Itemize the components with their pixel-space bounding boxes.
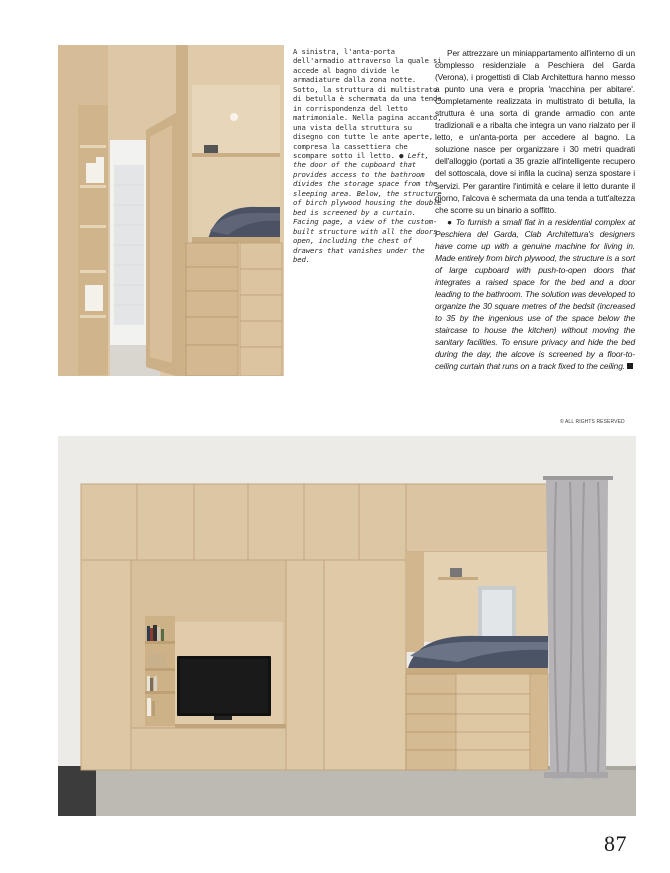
caption-italian: A sinistra, l'anta-porta dell'armadio attraverso la quale si accede al bagno divide le armadiature dalla zona notte. Sotto, la struttura di multistrato di betulla è schermata da una tenda in corrispondenza del letto matrimoniale. Nella pagina accanto, una vista della struttura su disegno con tutte le ante aperte, compresa la cassettiera che scompare sotto il letto. <box>293 47 442 160</box>
article-body <box>435 47 635 372</box>
end-mark-icon <box>627 363 633 369</box>
caption-english: Left, the door of the cupboard that provides access to the bathroom divides the storage space from the sleeping area. Below, the structure of birch plywood housing the double bed is screened by a curtain. Facing page, a view of the custom-built structure with all the doors open, including the chest of drawers that vanishes under the bed. <box>293 150 442 264</box>
caption-bullet: ● <box>399 150 404 160</box>
photo-plywood-structure <box>58 436 636 816</box>
photo-cupboard-door <box>58 45 284 376</box>
article-english-paragraph <box>435 216 635 373</box>
photo-credit: © ALL RIGHTS RESERVED <box>560 419 625 425</box>
page-number: 87 <box>604 831 627 856</box>
photo-caption <box>293 47 443 264</box>
article-italian: Per attrezzare un miniappartamento all'interno di un complesso residenziale a Peschiera del Garda (Verona), i progettisti di Clab Architettura hanno messo a punto una vera e propria 'macchina per abitare'. Completamente realizzata in multistrato di betulla, la struttura è una sorta di grande armadio con ante tradizionali e a ribalta che integra un vano rialzato per il letto, e un'anta-porta per accedere al bagno. La soluzione nasce per organizzare i 30 metri quadrati dell'alloggio (portati a 35 grazie all'intelligente recupero del sottoscala, dove si infila la cucina) senza spostare i servizi. Per garantire l'intimità e celare il letto durante il giorno, l'alcova è schermata da una tenda a tutt'altezza che scorre su un binario a soffitto. <box>435 48 635 215</box>
article-english: To furnish a small flat in a residential complex at Peschiera del Garda, Clab Architettura's designers have come up with a genuine machine for living in. Made entirely from birch plywood, the structure is a sort of large cupboard with push-to-open doors that integrates a raised space for the bed and a door leading to the bathroom. The solution was developed to organize the 30 square metres of the bedsit (increased to 35 by the ingenious use of the space below the staircase to house the kitchen) without moving the sanitary facilities. To ensure privacy and hide the bed during the day, the alcove is screened by a floor-to-ceiling curtain that runs on a track fixed to the ceiling. <box>435 216 635 372</box>
article-bullet: ● <box>447 216 453 227</box>
